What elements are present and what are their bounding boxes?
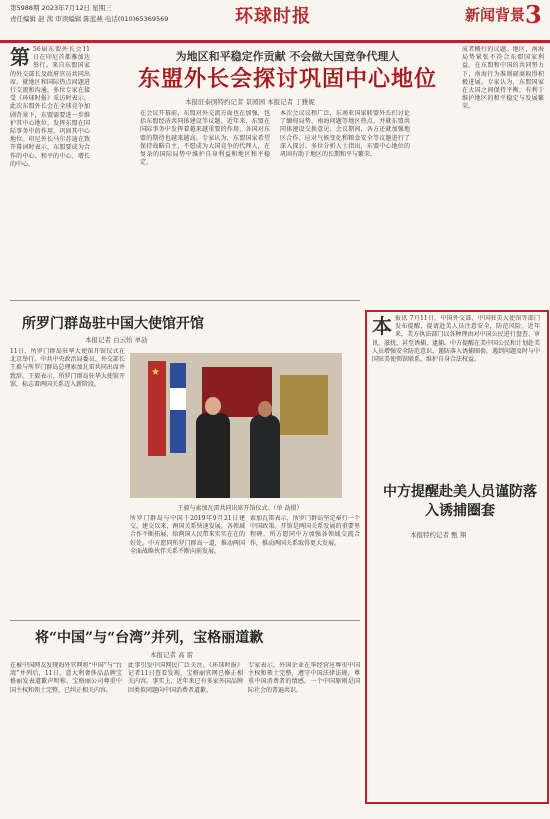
story1-column-3 xyxy=(280,110,410,290)
editors-line: 责任编辑 赵 茜 审读编辑 陈蓝燕 电话(010)65369569 xyxy=(10,15,169,23)
story4-column-1 xyxy=(10,662,122,812)
story2-text-2: 所罗门群岛与中国于2019年9月21日建交。建交以来，两国关系快速发展，各领域合作不断拓展，给两国人民带来实实在在的好处。中方愿同所罗门群岛一道，推动两国全面战略伙伴关系不断向前发展。 xyxy=(130,515,245,555)
story2-text-3: 索加瓦雷表示，所罗门群岛坚定奉行一个中国政策。开馆是两国关系发展的重要里程碑。所方愿同中方加强各领域交流合作，推动两国关系取得更大发展。 xyxy=(250,515,360,547)
story1-lead-char: 第 xyxy=(10,46,30,69)
embassy-photo xyxy=(130,353,342,498)
story3-body xyxy=(372,315,540,478)
story4-text-1: 在被中国网友发现海外官网将“中国”与“台湾”并列后，11日，意大利奢侈品品牌宝格丽发表道歉声明称，宝格丽公司尊重中国主权和领土完整，已纠正相关内容。 xyxy=(10,662,122,694)
story1-column-2 xyxy=(140,110,270,290)
china-flag-icon: ★ xyxy=(148,361,166,456)
story4-headline: 将“中国”与“台湾”并列，宝格丽道歉 xyxy=(35,630,264,646)
story3-text: 报讯 7月11日，中国外交部、中国驻美大使馆等部门发布提醒，提请赴美人员注意安全，防范风险。近年来，美方执法部门以各种理由对中国公民进行盘查、审讯、滋扰，甚至诱捕、逮捕。中方提醒在美中国公民和计划赴美人员增强安全防范意识，谨防落入诱捕圈套，遇到问题及时与中国驻美使领馆联系，维护自身合法权益。 xyxy=(372,315,540,364)
story1-column-1 xyxy=(10,46,90,291)
story1-column-4 xyxy=(462,46,544,291)
story4-column-3 xyxy=(248,662,360,812)
masthead xyxy=(0,0,550,43)
edition-line: 第5988期 2023年7月12日 星期三 xyxy=(10,4,112,12)
story2-column-1 xyxy=(10,348,125,613)
story2-headline: 所罗门群岛驻中国大使馆开馆 xyxy=(22,316,204,332)
page-number: 3 xyxy=(525,0,542,29)
newspaper-logo: 环球时报 xyxy=(235,6,311,27)
story3-headline: 中方提醒赴美人员谨防落入诱捕圈套 xyxy=(383,484,537,519)
story2-column-3 xyxy=(250,515,360,613)
story1-headline: 东盟外长会探讨巩固中心地位 xyxy=(137,66,437,92)
story2-text-1: 11日，所罗门群岛驻华大使馆开馆仪式在北京举行。中共中央政治局委员、外交部长王毅与所罗门群岛总理索加瓦雷共同出席并致辞。王毅表示，所罗门群岛驻华大使馆开馆，标志着两国关系迈入新阶段。 xyxy=(10,348,125,388)
story4-byline: 本报记者 高 雷 xyxy=(150,651,194,659)
divider xyxy=(10,620,360,621)
story1-kicker: 为地区和平稳定作贡献 不会做大国竞争代理人 xyxy=(175,50,400,63)
story1-byline: 本报驻泰国特约记者 景园园 本报记者 丁雅妮 xyxy=(185,98,315,106)
story1-text-2: 在会议开幕前，东盟对外交流方面也在加强，包括东盟经济共同体建设等议题。近年来，东盟在国际事务中发挥着越来越重要的作用，各国对东盟的期待也越来越高。专家认为，东盟国家希望保持战略自主，不愿成为大国竞争的代理人，在复杂的国际局势中维护自身利益和地区和平稳定。 xyxy=(140,110,270,167)
story4-text-3: 专家表示，外国企业在华经营应尊重中国主权和领土完整，遵守中国法律法规，尊重中国消费者的情感。一个中国原则是国际社会的普遍共识。 xyxy=(248,662,360,694)
story1-text-4: 成者概行的议题。地区，南海局势紧张不符合东盟国家利益。在东盟和中国的共同努力下，南海行为准则磋商取得积极进展。专家认为，东盟国家在大国之间保持平衡，有利于维护地区的和平稳定与发展繁荣。 xyxy=(462,46,544,111)
story3-byline: 本报特约记者 甄 翔 xyxy=(410,531,467,539)
story2-column-2 xyxy=(130,515,245,613)
story2-byline: 本报记者 白云怡 单劼 xyxy=(85,336,148,344)
story1-text-3: 本次会议议程广泛，东南亚国家联盟外长们讨论了缅甸局势、南海问题等地区热点，并就东盟共同体建设交换意见。会议期间，各方还就加强地区合作、应对气候变化和粮食安全等议题进行了深入探讨。多位分析人士指出，东盟中心地位的巩固有助于地区的长期和平与繁荣。 xyxy=(280,110,410,159)
photo-caption: 王毅与索加瓦雷共同出席开馆仪式。（单 劼摄） xyxy=(177,505,303,512)
story3-lead-char: 本 xyxy=(372,315,392,338)
embassy-plaque xyxy=(280,375,328,435)
story4-column-2 xyxy=(128,662,243,812)
story2-column-top xyxy=(258,310,358,350)
divider xyxy=(10,300,360,301)
story4-text-2: 此事引发中国网民广泛关注。《环球时报》记者11日查看发现，宝格丽官网已修正相关内容。事实上，近年来已有多家外国品牌因类似问题向中国消费者道歉。 xyxy=(128,662,243,694)
story1-text-1: 56届东盟外长会11日在印尼首都雅加达举行。来自东盟国家的外交部长及政府官员共同出席。就地区和国际热点问题进行交流和沟通，多位专家在接受《环球时报》采访时表示，此次东盟外长会在全球竞争加剧背景下，东盟需要进一步维护其中心地位，发挥东盟在国际事务中的作用，巩固其中心地位。印尼外长马尔苏迪在致开幕词时表示，东盟要成为合作的中心、和平的中心、增长的中心。 xyxy=(10,46,90,168)
section-title: 新闻背景 xyxy=(465,6,526,24)
